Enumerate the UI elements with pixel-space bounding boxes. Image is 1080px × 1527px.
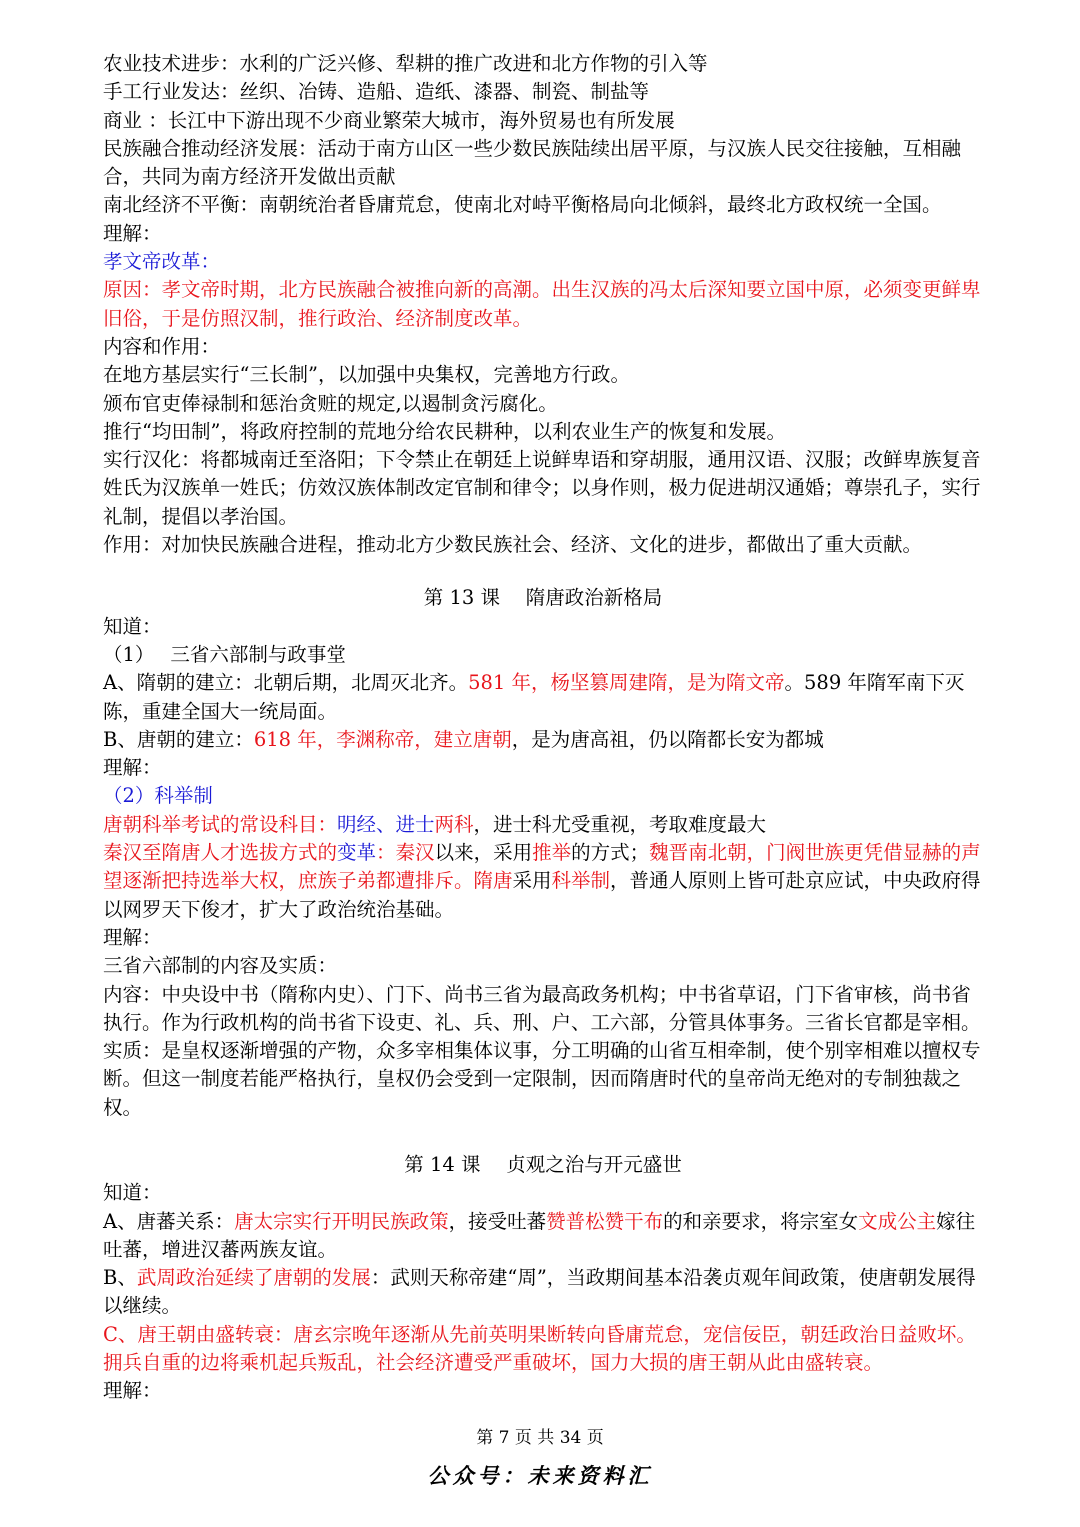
text-line: 作用：对加快民族融合进程，推动北方少数民族社会、经济、文化的进步，都做出了重大贡献。 [103,533,923,557]
text-line: 理解： [103,221,162,245]
page-number: 第 7 页 共 34 页 [476,1428,604,1448]
text-line: 理解： [103,1379,162,1403]
text-line: 知道： [103,614,162,638]
text-line: 商业 ：长江中下游出现不少商业繁荣大城市，海外贸易也有所发展 [103,108,675,132]
text-line-sui: A、隋朝的建立：北朝后期，北周灭北齐。581 年，杨坚篡周建隋，是为隋文帝。589 年隋军南下灭陈，重建全国大一统局面。 [103,671,965,723]
text-line-selection-change: 秦汉至隋唐人才选拔方式的变革：秦汉以来，采用推举的方式；魏晋南北朝，门阀世族更凭借显赫的声望逐渐把持选举大权，庶族子弟都遭排斥。隋唐采用科举制，普通人原则上皆可赴京应试，中央政府得以网罗天下俊才，扩大了政治统治基础。 [103,841,981,921]
subheading-keju: （2）科举制 [103,784,213,808]
page-content [103,50,983,1406]
text-line: 农业技术进步：水利的广泛兴修、犁耕的推广改进和北方作物的引入等 [103,52,708,75]
text-line: 理解： [103,756,162,780]
text-line-essence: 实质：是皇权逐渐增强的产物，众多宰相集体议事，分工明确的山省互相牵制，使个别宰相难以擅权专断。但这一制度若能严格执行，皇权仍会受到一定限制，因而隋唐时代的皇帝尚无绝对的专制独裁之权。 [103,1039,981,1119]
subheading-sansheng: （1） 三省六部制与政事堂 [103,642,346,666]
text-line: 理解： [103,925,162,949]
text-line-tibet: A、唐蕃关系：唐太宗实行开明民族政策，接受吐蕃赞普松赞干布的和亲要求，将宗室女文成公主嫁往吐蕃，增进汉蕃两族友谊。 [103,1209,976,1261]
watermark-account: 公众号：未来资料汇 [427,1463,653,1488]
text-line: 手工行业发达：丝织、冶铸、造船、造纸、漆器、制瓷、制盐等 [103,80,650,104]
text-line: 民族融合推动经济发展：活动于南方山区一些少数民族陆续出居平原，与汉族人民交往接触，互相融合，共同为南方经济开发做出贡献 [103,136,962,189]
text-line-decline: C、唐王朝由盛转衰：唐玄宗晚年逐渐从先前英明果断转向昏庸荒怠，宠信佞臣，朝廷政治日益败坏。拥兵自重的边将乘机起兵叛乱，社会经济遭受严重破坏，国力大损的唐王朝从此由盛转衰。 [103,1322,976,1375]
text-line: 推行“均田制”，将政府控制的荒地分给农民耕种，以利农业生产的恢复和发展。 [103,419,786,443]
text-line: 三省六部制的内容及实质： [103,954,338,978]
text-line: 知道： [103,1181,162,1205]
text-line-tang: B、唐朝的建立：618 年，李渊称帝，建立唐朝，是为唐高祖，仍以隋都长安为都城 [103,727,824,751]
text-line-reason: 原因：孝文帝时期，北方民族融合被推向新的高潮。出生汉族的冯太后深知要立国中原，必须变更鲜卑旧俗，于是仿照汉制，推行政治、经济制度改革。 [103,278,981,330]
text-line-keju-subjects: 唐朝科举考试的常设科目：明经、进士两科，进士科尤受重视，考取难度最大 [103,812,767,836]
text-line: 在地方基层实行“三长制”，以加强中央集权，完善地方行政。 [103,363,630,387]
text-line: 颁布官吏俸禄制和惩治贪赃的规定,以遏制贪污腐化。 [103,391,558,415]
section-heading-reform: 孝文帝改革： [103,250,221,274]
text-line-content: 内容：中央设中书（隋称内史）、门下、尚书三省为最高政务机构；中书省草诏，门下省审核，尚书省执行。作为行政机构的尚书省下设吏、礼、兵、刑、户、工六部，分管具体事务。三省长官都是宰相。 [103,982,981,1034]
lesson-14-title: 第 14 课 贞观之治与开元盛世 [404,1152,682,1176]
text-line: 内容和作用： [103,334,221,358]
text-line: 南北经济不平衡：南朝统治者昏庸荒怠，使南北对峙平衡格局向北倾斜，最终北方政权统一全国。 [103,193,942,217]
lesson-13-title: 第 13 课 隋唐政治新格局 [423,586,663,610]
text-line: 实行汉化：将都城南迁至洛阳；下令禁止在朝廷上说鲜卑语和穿胡服，通用汉语、汉服；改鲜卑族复音姓氏为汉族单一姓氏；仿效汉族体制改定官制和律令；以身作则，极力促进胡汉通婚；尊崇孔子，实行礼制，提倡以孝治国。 [103,448,981,528]
text-line-wuzhou: B、武周政治延续了唐朝的发展：武则天称帝建“周”，当政期间基本沿袭贞观年间政策，使唐朝发展得以继续。 [103,1266,976,1318]
